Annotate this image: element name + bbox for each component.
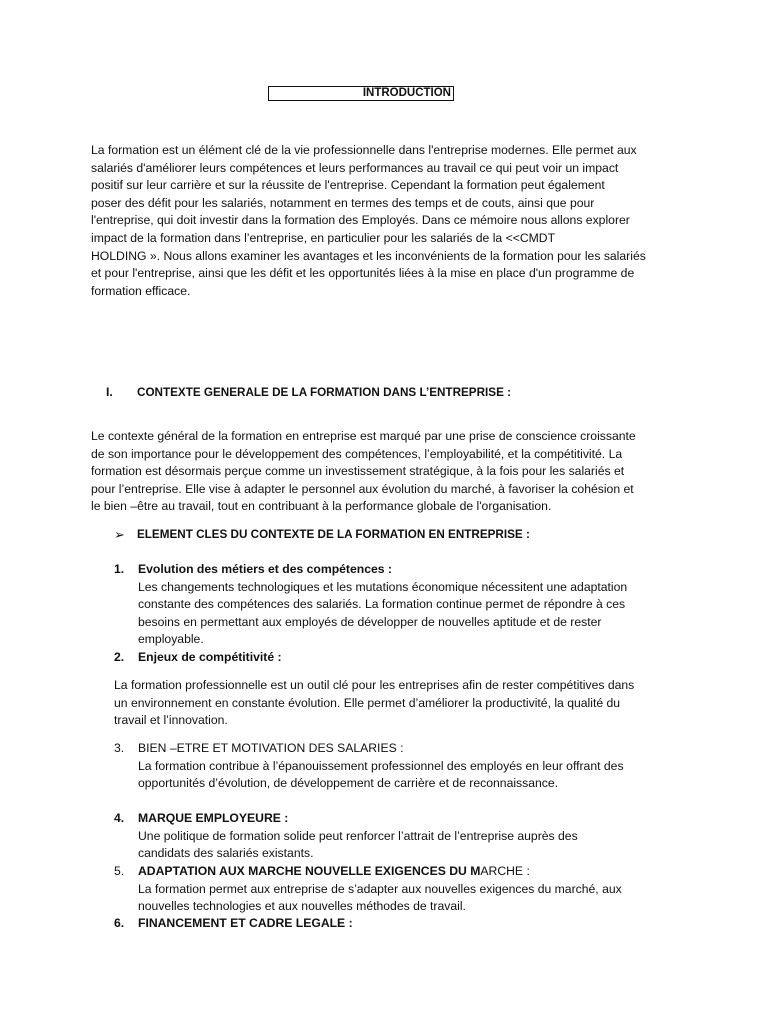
intro-line: HOLDING ». Nous allons examiner les avantages et les inconvénients de la formation pour les salariés: [91, 248, 646, 263]
list-item-title: Evolution des métiers et des compétences :: [138, 562, 392, 576]
competitivity-paragraph: [114, 677, 694, 730]
body-line: Les changements technologiques et les mutations économique nécessitent une adaptation: [138, 579, 628, 594]
introduction-title-box: [268, 86, 454, 101]
list-item-body: [138, 758, 624, 793]
list-number: 2.: [114, 650, 125, 664]
context-line: formation est désormais perçue comme un investissement stratégique, à la fois pour les salariés et: [91, 464, 625, 479]
list-item-body: [138, 828, 578, 863]
body-line: besoins en permettant aux employés de développer de nouvelles aptitude et de rester: [138, 614, 602, 629]
context-line: Le contexte général de la formation en entreprise est marqué par une prise de conscience croissante: [91, 429, 636, 443]
body-line: employable.: [138, 632, 204, 647]
context-line: le bien –être au travail, tout en contribuant à la performance globale de l'organisation.: [91, 499, 552, 514]
list-item-title: FINANCEMENT ET CADRE LEGALE :: [138, 916, 353, 930]
intro-line: La formation est un élément clé de la vie professionnelle dans l'entreprise modernes. Elle permet aux: [91, 143, 637, 157]
list-number: 1.: [114, 562, 125, 576]
context-paragraph: [91, 428, 691, 516]
list-item-body: [138, 579, 627, 649]
intro-line: positif sur leur carrière et sur la réussite de l'entreprise. Cependant la formation peut également: [91, 178, 605, 193]
list-item-title: MARQUE EMPLOYEURE :: [138, 811, 289, 825]
intro-line: salariés d'améliorer leurs compétences et leurs performances au travail ce qui peut voir un impact: [91, 160, 619, 175]
arrowhead-bullet-icon: ➢: [114, 527, 125, 542]
section-heading: CONTEXTE GENERALE DE LA FORMATION DANS L’ENTREPRISE :: [137, 386, 512, 399]
introduction-paragraph: [91, 142, 691, 300]
body-line: constante des compétences des salariés. La formation continue permet de répondre à ces: [138, 597, 626, 612]
body-line: candidats des salariés existants.: [138, 846, 314, 861]
body-line: opportunités d’évolution, de développement de carrière et de reconnaissance.: [138, 776, 559, 791]
list-item-title: Enjeux de compétitivité :: [138, 650, 282, 664]
intro-line: impact de la formation dans l’entreprise, en particulier pour les salariés de la <<CMDT: [91, 230, 556, 245]
body-line: un environnement en constante évolution. Elle permet d’améliorer la productivité, la qualité du: [114, 695, 621, 710]
intro-line: l'entreprise, qui doit investir dans la formation des Employés. Dans ce mémoire nous allons explorer: [91, 213, 630, 228]
intro-line: formation efficace.: [91, 283, 191, 298]
context-line: de son importance pour le développement des compétences, l’employabilité, et la compétitivité. La: [91, 446, 623, 461]
bullet-heading-text: ELEMENT CLES DU CONTEXTE DE LA FORMATION EN ENTREPRISE :: [137, 528, 530, 541]
body-line: La formation contribue à l’épanouissement professionnel des employés en leur offrant des: [138, 758, 624, 773]
body-line: nouvelles technologies et aux nouvelles méthodes de travail.: [138, 899, 466, 914]
list-item-body: [138, 881, 622, 916]
body-line: La formation permet aux entreprise de s’adapter aux nouvelles exigences du marché, aux: [138, 881, 622, 896]
introduction-title: INTRODUCTION: [362, 87, 451, 99]
body-line: Une politique de formation solide peut renforcer l’attrait de l’entreprise auprès des: [138, 828, 578, 843]
list-number: 3.: [114, 741, 125, 755]
body-line: La formation professionnelle est un outil clé pour les entreprises afin de rester compétitives dans: [114, 678, 635, 692]
list-item-title: BIEN –ETRE ET MOTIVATION DES SALARIES :: [138, 741, 404, 755]
list-item-title: [138, 863, 530, 881]
body-line: travail et l’innovation.: [114, 713, 228, 728]
intro-line: et pour l'entreprise, ainsi que les défit et les opportunités liées à la mise en place d'un programme de: [91, 266, 635, 281]
list-number: 4.: [114, 811, 125, 825]
list-number: 6.: [114, 916, 125, 930]
section-numeral: I.: [106, 385, 113, 399]
intro-line: poser des défit pour les salariés, notamment en termes des temps et de couts, ainsi que pour: [91, 195, 595, 210]
list-item-title-bold: ADAPTATION AUX MARCHE NOUVELLE EXIGENCES DU M: [138, 864, 481, 878]
context-line: pour l’entreprise. Elle vise à adapter le personnel aux évolution du marché, à favoriser la cohésion et: [91, 481, 634, 496]
list-number: 5.: [114, 864, 125, 878]
list-item-title-rest: ARCHE :: [480, 864, 530, 878]
